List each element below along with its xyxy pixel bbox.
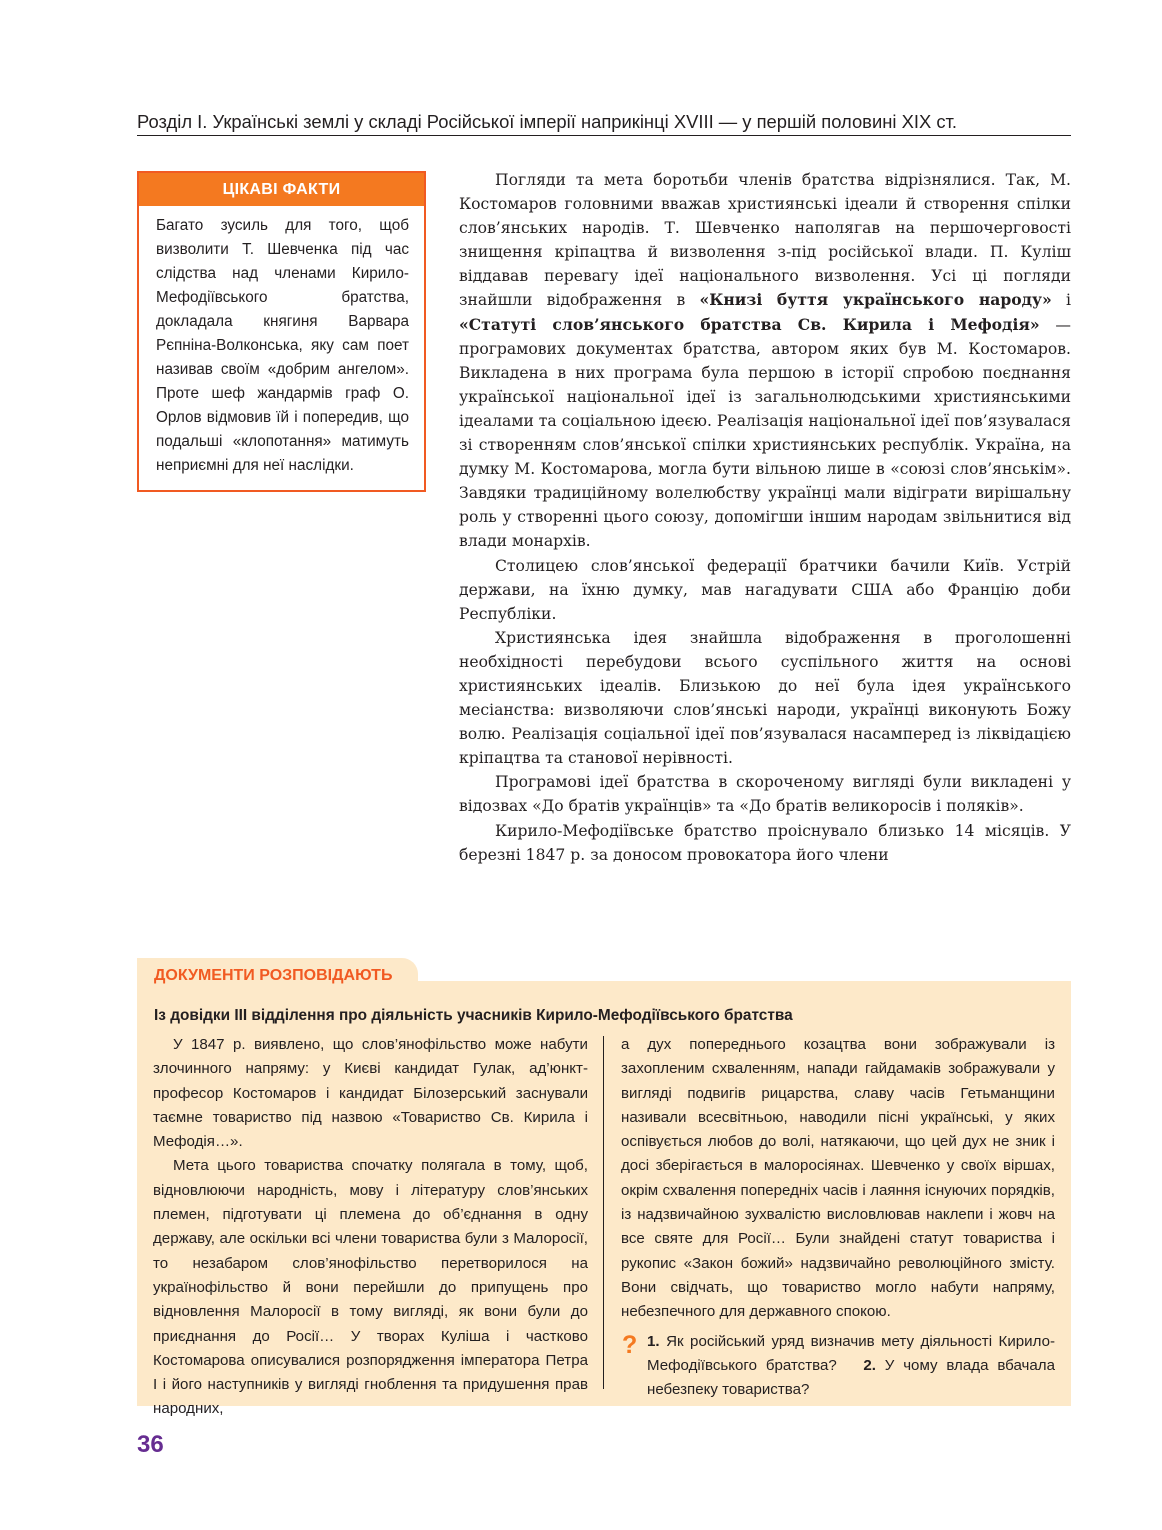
question-text: Як російський уряд визначив мету діяльності Кирило-Мефодіївського братства? (647, 1333, 1055, 1374)
documents-tab (137, 958, 418, 991)
questions-block (647, 1330, 1055, 1402)
documents-tab-label: ДОКУМЕНТИ РОЗПОВІДАЮТЬ (154, 967, 393, 984)
document-paragraph: а дух попереднього козацтва вони зображували із захопленим схваленням, напади гайдамаків зображували у вигляді подвигів рицарства, славу часів Гетьманщини називали всесвітньою, наводили пісні українські, у яких оспівується любов до волі, натякаючи, що цей дух не зник і досі зберігається в малоросіянах. Шевченко у своїх віршах, окрім схвалення попередніх часів і лаяння існуючих порядків, із надзвичайною зухвалістю висловлював наклепи і жовч на все святе для Росії… Були знайдені статут товариства і рукопис «Закон божий» надзвичайно революційного змісту. Вони свідчать, що товариство могло набути напряму, небезпечного для державного спокою. (621, 1036, 1055, 1321)
documents-left-column (153, 1033, 588, 1422)
document-paragraph: У 1847 р. виявлено, що слов’янофільство може набути злочинного напряму: у Києві кандидат Гулак, ад’юнкт-професор Костомаров і кандидат Білозерський заснували таємне товариство під назвою «Товариство Св. Кирила і Мефодія…». (153, 1036, 588, 1151)
question-number: 1. (647, 1333, 660, 1350)
main-paragraph: Християнська ідея знайшла відображення в проголошенні необхідності перебудови всього суспільного життя на основі християнських ідеалів. Близькою до неї була ідея українського месіанства: визволяючи слов’янські народи, українці виконують Божу волю. Реалізація соціальної ідеї пов’язувалася насамперед із ліквідацією кріпацтва та станової нерівності. (459, 628, 1071, 768)
interesting-facts-box (137, 171, 426, 492)
main-paragraph (459, 168, 1071, 554)
main-paragraph: Столицею слов’янської федерації братчики бачили Київ. Устрій держави, на їхню думку, мав нагадувати США або Францію доби Республіки. (459, 556, 1071, 623)
document-paragraph: Мета цього товариства спочатку полягала в тому, щоб, відновлюючи народність, мову і літературу слов’янських племен, підготувати ці племена до об’єднання в одну державу, але оскільки всі члени товариства були з Малоросії, то незабаром слов’янофільство перетворилося на українофільство й вони перейшли до припущень про відновлення Малоросії в тому вигляді, як вони були до приєднання до Росії… У творах Куліша і частково Костомарова описувалися розпорядження імператора Петра І і його наступників у вигляді гноблення та придушення прав народних, (153, 1157, 588, 1418)
running-header: Розділ І. Українські землі у складі Російської імперії наприкінці ХVІІІ — у першій половині ХІХ ст. (137, 111, 958, 132)
page-number: 36 (137, 1431, 164, 1458)
documents-heading: Із довідки ІІІ відділення про діяльність учасників Кирило-Мефодіївського братства (154, 1007, 793, 1024)
documents-right-column (621, 1033, 1055, 1325)
text-span: Погляди та мета боротьби членів братства відрізнялися. Так, М. Костомаров головними вважав християнські ідеали й створення спілки слов’янських народів. Т. Шевченко наполягав на першочерговості знищення кріпацтва й визволення з-під російської влади. П. Куліш віддавав перевагу ідеї національного визволення. Усі ці погляди знайшли відображення в (459, 171, 1071, 310)
main-body-text (459, 168, 1071, 867)
bold-title-book-of-genesis: «Книзі буття українського народу» (699, 290, 1052, 310)
main-paragraph: Кирило-Мефодіївське братство проіснувало близько 14 місяців. У березні 1847 р. за доносом провокатора його члени (459, 821, 1071, 864)
interesting-facts-text: Багато зусиль для того, щоб визволити Т. Шевченка під час слідства над членами Кирило-Мефодіївського братства, докладала княгиня Варвара Рєпніна-Волконська, яку сам поет називав своїм «добрим ангелом». Проте шеф жандармів граф О. Орлов відмовив їй і попередив, що подальші «клопотання» матимуть неприємні для неї наслідки. (156, 217, 409, 474)
header-divider (137, 135, 1071, 136)
question-mark-icon: ? (622, 1331, 638, 1359)
question-number: 2. (863, 1357, 876, 1374)
interesting-facts-title: ЦІКАВІ ФАКТИ (139, 173, 424, 206)
column-divider (603, 1036, 604, 1389)
text-span: і (1051, 291, 1071, 310)
question-text: У чому влада вбачала небезпеку товариства? (647, 1357, 1055, 1398)
text-span: — програмових документах братства, автором яких був М. Костомаров. Викладена в них програма була першою в історії спробою поєднання української національної ідеї із загальнолюдськими християнськими ідеалами та соціальною ідеєю. Реалізація національної ідеї пов’язувалася зі створенням слов’янської спілки християнських республік. Україна, на думку М. Костомарова, могла бути вільною лише в «союзі слов’янськім». Завдяки традиційному волелюбству українці мали відіграти вирішальну роль у створенні цього союзу, допомігши іншим народам звільнитися від влади монархів. (459, 315, 1071, 551)
bold-title-statute: «Статуті слов’янського братства Св. Кирила і Мефодія» (459, 314, 1040, 334)
main-paragraph: Програмові ідеї братства в скороченому вигляді були викладені у відозвах «До братів українців» та «До братів великоросів і поляків». (459, 773, 1071, 816)
